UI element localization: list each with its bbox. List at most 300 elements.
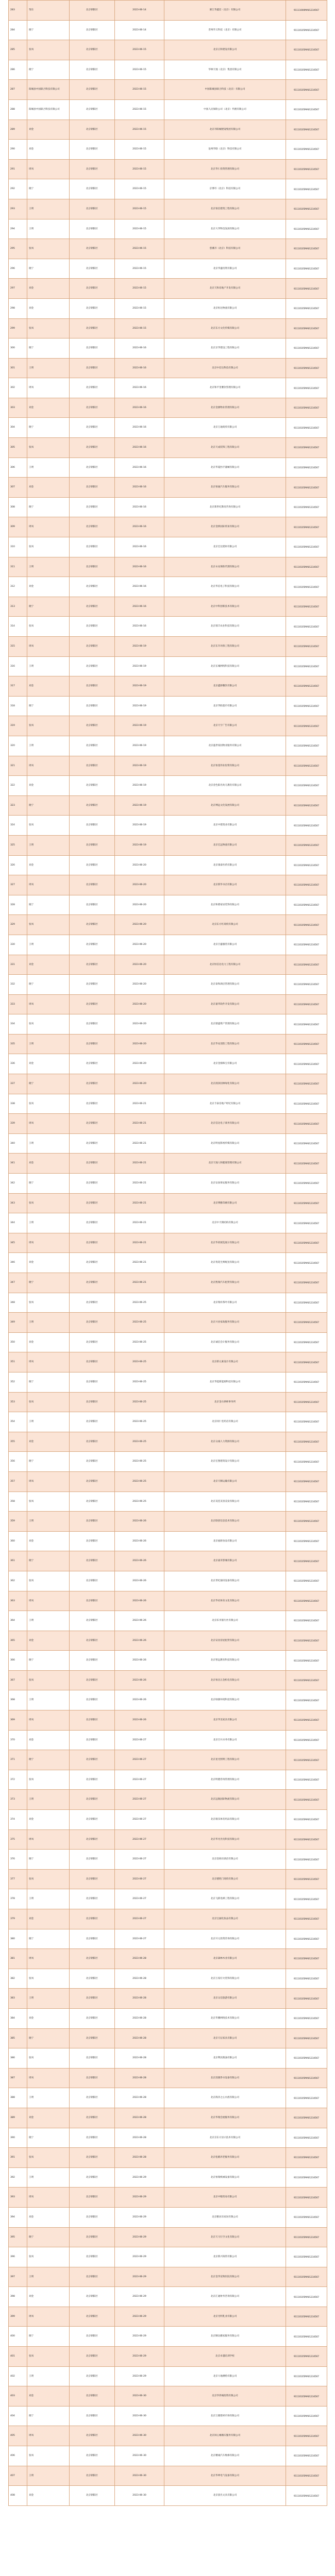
name-cell: 张凤 (27, 438, 70, 458)
name-cell: 张凤 (27, 1392, 70, 1412)
name-cell: 周凤 (27, 517, 70, 537)
address-cell: 北京朝阳区 (70, 517, 115, 537)
name-cell: 王明 (27, 835, 70, 855)
date-cell: 2023-06-14 (115, 1, 164, 21)
table-row (9, 2048, 327, 2069)
name-cell: 晓宁 (27, 1452, 70, 1472)
row-number-cell: 390 (9, 2128, 27, 2148)
credit-code-cell: 91110105MA01234567 (286, 1253, 327, 1273)
address-cell: 北京朝阳区 (70, 1810, 115, 1830)
row-number-cell: 406 (9, 2446, 27, 2466)
row-number-cell: 389 (9, 2108, 27, 2128)
address-cell: 北京朝阳区 (70, 2167, 115, 2188)
table-row (9, 776, 327, 796)
company-title-cell: 北京润泽园林绿化有限公司 (164, 1074, 286, 1094)
company-title-cell: 北京光明乳业有限公司 (164, 2307, 286, 2327)
credit-code-cell: 91110105MA01234567 (286, 2068, 327, 2088)
date-cell: 2023-06-20 (115, 855, 164, 875)
address-cell: 北京朝阳区 (70, 1432, 115, 1452)
row-number-cell: 285 (9, 40, 27, 60)
address-cell: 北京朝阳区 (70, 1133, 115, 1154)
table-row (9, 1352, 327, 1372)
date-cell: 2023-06-25 (115, 1452, 164, 1472)
address-cell: 北京朝阳区 (70, 2327, 115, 2347)
row-number-cell: 311 (9, 557, 27, 577)
table-row (9, 1193, 327, 1213)
credit-code-cell: 91110105MA01234567 (286, 1909, 327, 1929)
credit-code-cell: 91110105MA01234567 (286, 1889, 327, 1909)
date-cell: 2023-06-29 (115, 2227, 164, 2247)
date-cell: 2023-06-29 (115, 2307, 164, 2327)
address-cell: 北京朝阳区 (70, 1392, 115, 1412)
name-cell: 周凤 (27, 1949, 70, 1969)
address-cell: 北京朝阳区 (70, 2247, 115, 2267)
company-title-cell: 北京东方红商贸有限公司 (164, 915, 286, 935)
date-cell: 2023-06-15 (115, 120, 164, 140)
table-row (9, 795, 327, 816)
table-row (9, 994, 327, 1014)
row-number-cell: 360 (9, 1531, 27, 1551)
date-cell: 2023-06-25 (115, 1432, 164, 1452)
address-cell: 北京朝阳区 (70, 1273, 115, 1293)
table-row (9, 1392, 327, 1412)
name-cell: 刘金 (27, 1154, 70, 1174)
address-cell: 北京朝阳区 (70, 99, 115, 120)
row-number-cell: 313 (9, 597, 27, 617)
company-title-cell: 北京宏达建材有限公司 (164, 537, 286, 557)
row-number-cell: 377 (9, 1869, 27, 1889)
name-cell: 张凤 (27, 1492, 70, 1512)
row-number-cell: 385 (9, 2028, 27, 2048)
company-title-cell: 北京中信达科技有限公司 (164, 358, 286, 378)
date-cell: 2023-06-27 (115, 1909, 164, 1929)
date-cell: 2023-06-15 (115, 219, 164, 239)
credit-code-cell: 91110105MA01234567 (286, 895, 327, 915)
address-cell: 北京朝阳区 (70, 2366, 115, 2386)
row-number-cell: 287 (9, 80, 27, 100)
row-number-cell: 298 (9, 298, 27, 318)
credit-code-cell: 91110105MA01234567 (286, 776, 327, 796)
table-row (9, 1750, 327, 1770)
table-row (9, 935, 327, 955)
credit-code-cell: 91110105MA01234567 (286, 1690, 327, 1710)
address-cell: 北京朝阳区 (70, 1372, 115, 1392)
date-cell: 2023-06-26 (115, 1670, 164, 1690)
address-cell: 北京朝阳区 (70, 835, 115, 855)
name-cell: 王明 (27, 1690, 70, 1710)
table-row (9, 1611, 327, 1631)
row-number-cell: 291 (9, 159, 27, 179)
credit-code-cell: 91110105MA01234567 (286, 1591, 327, 1611)
row-number-cell: 316 (9, 656, 27, 676)
row-number-cell: 283 (9, 1, 27, 21)
credit-code-cell: 91110105MA01234567 (286, 1313, 327, 1333)
row-number-cell: 340 (9, 1133, 27, 1154)
name-cell: 晓宁 (27, 1074, 70, 1094)
name-cell: 刘金 (27, 2287, 70, 2307)
address-cell: 北京朝阳区 (70, 2008, 115, 2028)
company-title-cell: 北京同仁堂药店有限公司 (164, 1412, 286, 1432)
row-number-cell: 339 (9, 1114, 27, 1134)
table-row (9, 756, 327, 776)
date-cell: 2023-06-29 (115, 2167, 164, 2188)
row-number-cell: 388 (9, 2088, 27, 2108)
table-row (9, 2446, 327, 2466)
company-title-cell: 北京长城网络科技有限公司 (164, 656, 286, 676)
name-cell: 晓宁 (27, 2406, 70, 2426)
row-number-cell: 398 (9, 2287, 27, 2307)
date-cell: 2023-06-29 (115, 2267, 164, 2287)
row-number-cell: 333 (9, 994, 27, 1014)
address-cell: 北京朝阳区 (70, 1631, 115, 1651)
company-title-cell: 北京晨光文具有限公司 (164, 2486, 286, 2506)
date-cell: 2023-06-16 (115, 617, 164, 637)
table-row (9, 2008, 327, 2028)
company-title-cell: 晋州华义科技（北京）有限公司 (164, 20, 286, 40)
address-cell: 北京朝阳区 (70, 1690, 115, 1710)
row-number-cell: 290 (9, 140, 27, 160)
table-row (9, 1770, 327, 1790)
date-cell: 2023-06-27 (115, 1889, 164, 1909)
table-row (9, 1551, 327, 1571)
address-cell: 北京朝阳区 (70, 537, 115, 557)
name-cell: 周凤 (27, 1114, 70, 1134)
address-cell: 北京朝阳区 (70, 795, 115, 816)
date-cell: 2023-06-15 (115, 239, 164, 259)
name-cell: 晓宁 (27, 975, 70, 995)
name-cell: 晓宁 (27, 418, 70, 438)
company-title-cell: 北京博远文化发展有限公司 (164, 795, 286, 816)
row-number-cell: 375 (9, 1829, 27, 1850)
date-cell: 2023-06-26 (115, 1591, 164, 1611)
row-number-cell: 331 (9, 955, 27, 975)
company-title-cell: 北京东方文化传媒有限公司 (164, 318, 286, 338)
address-cell: 北京朝阳区 (70, 935, 115, 955)
row-number-cell: 321 (9, 756, 27, 776)
row-number-cell: 401 (9, 2347, 27, 2367)
date-cell: 2023-06-16 (115, 517, 164, 537)
address-cell: 北京朝阳区 (70, 1094, 115, 1114)
name-cell: 刘金 (27, 2207, 70, 2227)
date-cell: 2023-06-21 (115, 1154, 164, 1174)
name-cell: 晓宁 (27, 179, 70, 199)
row-number-cell: 348 (9, 1293, 27, 1313)
table-row (9, 1989, 327, 2009)
table-row (9, 2406, 327, 2426)
row-number-cell: 297 (9, 279, 27, 299)
address-cell: 北京朝阳区 (70, 179, 115, 199)
address-cell: 北京朝阳区 (70, 140, 115, 160)
date-cell: 2023-06-16 (115, 338, 164, 359)
table-row (9, 1651, 327, 1671)
table-row (9, 537, 327, 557)
row-number-cell: 364 (9, 1611, 27, 1631)
date-cell: 2023-06-26 (115, 1611, 164, 1631)
row-number-cell: 304 (9, 418, 27, 438)
date-cell: 2023-06-15 (115, 140, 164, 160)
row-number-cell: 345 (9, 1233, 27, 1253)
address-cell: 北京朝阳区 (70, 696, 115, 716)
date-cell: 2023-06-27 (115, 1810, 164, 1830)
date-cell: 2023-06-21 (115, 1233, 164, 1253)
address-cell: 北京朝阳区 (70, 1611, 115, 1631)
company-title-cell: 北京中建筑业有限公司 (164, 816, 286, 836)
date-cell: 2023-06-25 (115, 1492, 164, 1512)
name-cell: 王明 (27, 199, 70, 219)
table-row (9, 2287, 327, 2307)
credit-code-cell: 91110105MA01234567 (286, 1471, 327, 1492)
row-number-cell: 380 (9, 1929, 27, 1949)
credit-code-cell: 91110105MA01234567 (286, 637, 327, 657)
name-cell: 王明 (27, 1989, 70, 2009)
table-row (9, 1233, 327, 1253)
address-cell: 北京朝阳区 (70, 80, 115, 100)
credit-code-cell: 91110105MA01234567 (286, 955, 327, 975)
table-row (9, 438, 327, 458)
company-title-cell: 北京宏图建筑设计有限公司 (164, 1452, 286, 1472)
company-title-cell: 中国阳城县联合科技（北京）有限公司 (164, 80, 286, 100)
name-cell: 张凤 (27, 2048, 70, 2069)
address-cell: 北京朝阳区 (70, 1512, 115, 1532)
table-row (9, 199, 327, 219)
name-cell: 王明 (27, 1034, 70, 1054)
credit-code-cell: 91110105MA01234567 (286, 1492, 327, 1512)
date-cell: 2023-06-29 (115, 2347, 164, 2367)
credit-code-cell: 91110105MA01234567 (286, 2466, 327, 2486)
company-title-cell: 北京华瑞会展服务有限公司 (164, 2108, 286, 2128)
company-title-cell: 北京福源食品有限公司 (164, 1531, 286, 1551)
name-cell: 刘金 (27, 855, 70, 875)
table-row (9, 159, 327, 179)
table-row (9, 1114, 327, 1134)
date-cell: 2023-06-29 (115, 2327, 164, 2347)
row-number-cell: 325 (9, 835, 27, 855)
date-cell: 2023-06-28 (115, 1969, 164, 1989)
row-number-cell: 305 (9, 438, 27, 458)
company-title-cell: 北京万通商贸有限公司 (164, 418, 286, 438)
company-title-cell: 北京恒达物流有限公司 (164, 298, 286, 318)
credit-code-cell: 91110105MA01234567 (286, 795, 327, 816)
name-cell: 刘金 (27, 140, 70, 160)
address-cell: 北京朝阳区 (70, 1213, 115, 1233)
table-row (9, 716, 327, 736)
credit-code-cell: 91110105MA01234567 (286, 756, 327, 776)
table-body (9, 1, 327, 2506)
credit-code-cell: 91110105MA01234567 (286, 1531, 327, 1551)
name-cell: 周凤 (27, 2307, 70, 2327)
credit-code-cell: 91110105MA01234567 (286, 1034, 327, 1054)
date-cell: 2023-06-28 (115, 1949, 164, 1969)
credit-code-cell: 91110105MA01234567 (286, 2148, 327, 2168)
credit-code-cell: 91110105MA01234567 (286, 2128, 327, 2148)
row-number-cell: 407 (9, 2466, 27, 2486)
company-title-cell: 北京同心缘婚庆服务有限公司 (164, 2426, 286, 2446)
address-cell: 北京朝阳区 (70, 1, 115, 21)
date-cell: 2023-06-25 (115, 1471, 164, 1492)
credit-code-cell: 91110105MA01234567 (286, 617, 327, 637)
company-title-cell: 北京华美家具有限公司 (164, 1710, 286, 1731)
name-cell: 晓宁 (27, 1174, 70, 1194)
address-cell: 北京朝阳区 (70, 2048, 115, 2069)
address-cell: 北京朝阳区 (70, 2386, 115, 2406)
row-number-cell: 370 (9, 1730, 27, 1750)
address-cell: 北京朝阳区 (70, 577, 115, 597)
address-cell: 北京朝阳区 (70, 915, 115, 935)
row-number-cell: 335 (9, 1034, 27, 1054)
company-title-cell: 北京盛世家园物业服务有限公司 (164, 736, 286, 756)
company-title-cell: 北京松鹤养老服务有限公司 (164, 2148, 286, 2168)
table-row (9, 1014, 327, 1035)
table-row (9, 1810, 327, 1830)
row-number-cell: 349 (9, 1313, 27, 1333)
row-number-cell: 317 (9, 676, 27, 697)
company-title-cell: 北京凯瑞汽车租赁有限公司 (164, 1273, 286, 1293)
table-row (9, 2426, 327, 2446)
row-number-cell: 343 (9, 1193, 27, 1213)
company-title-cell: 北京天成装饰工程有限公司 (164, 438, 286, 458)
company-title-cell: 北京天和房地产开发有限公司 (164, 279, 286, 299)
name-cell: 晓宁 (27, 1551, 70, 1571)
company-title-cell: 北京华安消防工程有限公司 (164, 1034, 286, 1054)
row-number-cell: 400 (9, 2327, 27, 2347)
credit-code-cell: 91110105MA01234567 (286, 2167, 327, 2188)
address-cell: 北京朝阳区 (70, 20, 115, 40)
table-row (9, 20, 327, 40)
date-cell: 2023-06-15 (115, 318, 164, 338)
address-cell: 北京朝阳区 (70, 1531, 115, 1551)
company-title-cell: 北京华谊体育文化有限公司 (164, 1591, 286, 1611)
company-title-cell: 北京永安保险代理有限公司 (164, 557, 286, 577)
name-cell: 周凤 (27, 2188, 70, 2208)
address-cell: 北京朝阳区 (70, 1710, 115, 1731)
company-title-cell: 北京开元投资咨询有限公司 (164, 1929, 286, 1949)
company-title-cell: 北京华腾网络技术有限公司 (164, 2008, 286, 2028)
company-title-cell: 北京明德咨询管理有限公司 (164, 1770, 286, 1790)
table-row (9, 418, 327, 438)
company-title-cell: 北京华能新能源科技有限公司 (164, 1372, 286, 1392)
date-cell: 2023-06-19 (115, 696, 164, 716)
address-cell: 北京朝阳区 (70, 1591, 115, 1611)
table-row (9, 378, 327, 398)
name-cell: 张凤 (27, 1770, 70, 1790)
date-cell: 2023-06-29 (115, 2366, 164, 2386)
credit-code-cell: 91110105MA01234567 (286, 2307, 327, 2327)
table-row (9, 915, 327, 935)
date-cell: 2023-06-29 (115, 2207, 164, 2227)
address-cell: 北京朝阳区 (70, 398, 115, 418)
date-cell: 2023-06-26 (115, 1512, 164, 1532)
credit-code-cell: 91110105MA01234567 (286, 457, 327, 478)
address-cell: 北京朝阳区 (70, 2028, 115, 2048)
table-row (9, 2207, 327, 2227)
name-cell: 刘金 (27, 676, 70, 697)
table-row (9, 1074, 327, 1094)
date-cell: 2023-06-28 (115, 2048, 164, 2069)
company-title-cell: 北京嘉华软件开发有限公司 (164, 994, 286, 1014)
name-cell: 刘金 (27, 1631, 70, 1651)
date-cell: 2023-06-30 (115, 2486, 164, 2506)
name-cell: 周凤 (27, 1233, 70, 1253)
date-cell: 2023-06-15 (115, 60, 164, 80)
company-title-cell: 北京众诚人力资源有限公司 (164, 1432, 286, 1452)
name-cell: 周凤 (27, 1352, 70, 1372)
date-cell: 2023-06-28 (115, 2088, 164, 2108)
name-cell: 张凤 (27, 716, 70, 736)
table-row (9, 895, 327, 915)
credit-code-cell: 91110105MA01234567 (286, 338, 327, 359)
company-title-cell: 中国人民保险公司（北京）代理有限公司 (164, 99, 286, 120)
name-cell: 张凤 (27, 1293, 70, 1313)
credit-code-cell: 91110105MA01234567 (286, 40, 327, 60)
row-number-cell: 315 (9, 637, 27, 657)
row-number-cell: 309 (9, 517, 27, 537)
table-row (9, 1054, 327, 1074)
date-cell: 2023-06-19 (115, 716, 164, 736)
name-cell: 晓宁 (27, 2028, 70, 2048)
address-cell: 北京朝阳区 (70, 2227, 115, 2247)
table-row (9, 179, 327, 199)
address-cell: 北京朝阳区 (70, 617, 115, 637)
address-cell: 北京朝阳区 (70, 318, 115, 338)
name-cell: 刘金 (27, 1730, 70, 1750)
company-title-cell: 北京新世纪教育咨询有限公司 (164, 497, 286, 517)
row-number-cell: 323 (9, 795, 27, 816)
row-number-cell: 288 (9, 99, 27, 120)
table-row (9, 1929, 327, 1949)
row-number-cell: 303 (9, 398, 27, 418)
credit-code-cell: 91110105MA01234567 (286, 1730, 327, 1750)
name-cell: 周凤 (27, 875, 70, 895)
row-number-cell: 332 (9, 975, 27, 995)
company-title-cell: 浙江华鑫信（北京）有限公司 (164, 1, 286, 21)
table-row (9, 2247, 327, 2267)
credit-code-cell: 91110105MA01234567 (286, 517, 327, 537)
row-number-cell: 350 (9, 1332, 27, 1352)
table-row (9, 557, 327, 577)
company-title-cell: 北京众信旅游有限公司 (164, 1989, 286, 2009)
date-cell: 2023-06-26 (115, 1651, 164, 1671)
address-cell: 北京朝阳区 (70, 1114, 115, 1134)
company-title-cell: 北京恒瑞机械设备有限公司 (164, 2167, 286, 2188)
credit-code-cell: 91110105MA01234567 (286, 2406, 327, 2426)
address-cell: 北京朝阳区 (70, 1034, 115, 1054)
row-number-cell: 366 (9, 1651, 27, 1671)
company-title-cell: 北京天宇广告有限公司 (164, 716, 286, 736)
address-cell: 北京朝阳区 (70, 1949, 115, 1969)
company-title-cell: 北京金华宠物医院有限公司 (164, 2267, 286, 2287)
address-cell: 北京朝阳区 (70, 2287, 115, 2307)
name-cell: 刘金 (27, 1332, 70, 1352)
credit-code-cell: 91110105MA01234567 (286, 1989, 327, 2009)
address-cell: 北京朝阳区 (70, 338, 115, 359)
row-number-cell: 403 (9, 2386, 27, 2406)
name-cell: 晓宁 (27, 60, 70, 80)
row-number-cell: 318 (9, 696, 27, 716)
company-title-cell: 北京德胜门商贸有限公司 (164, 1869, 286, 1889)
row-number-cell: 394 (9, 2207, 27, 2227)
row-number-cell: 352 (9, 1372, 27, 1392)
credit-code-cell: 91110105MA01234567 (286, 1233, 327, 1253)
row-number-cell: 292 (9, 179, 27, 199)
name-cell: 晓宁 (27, 1929, 70, 1949)
credit-code-cell: 91110105MA01234567 (286, 1372, 327, 1392)
credit-code-cell: 91110105MA01234567 (286, 20, 327, 40)
company-title-cell: 北京智远教育科技有限公司 (164, 1651, 286, 1671)
credit-code-cell: 91111000MA01234567 (286, 1, 327, 21)
address-cell: 北京朝阳区 (70, 955, 115, 975)
company-title-cell: 北京诚信会计服务有限公司 (164, 1332, 286, 1352)
address-cell: 北京朝阳区 (70, 478, 115, 498)
